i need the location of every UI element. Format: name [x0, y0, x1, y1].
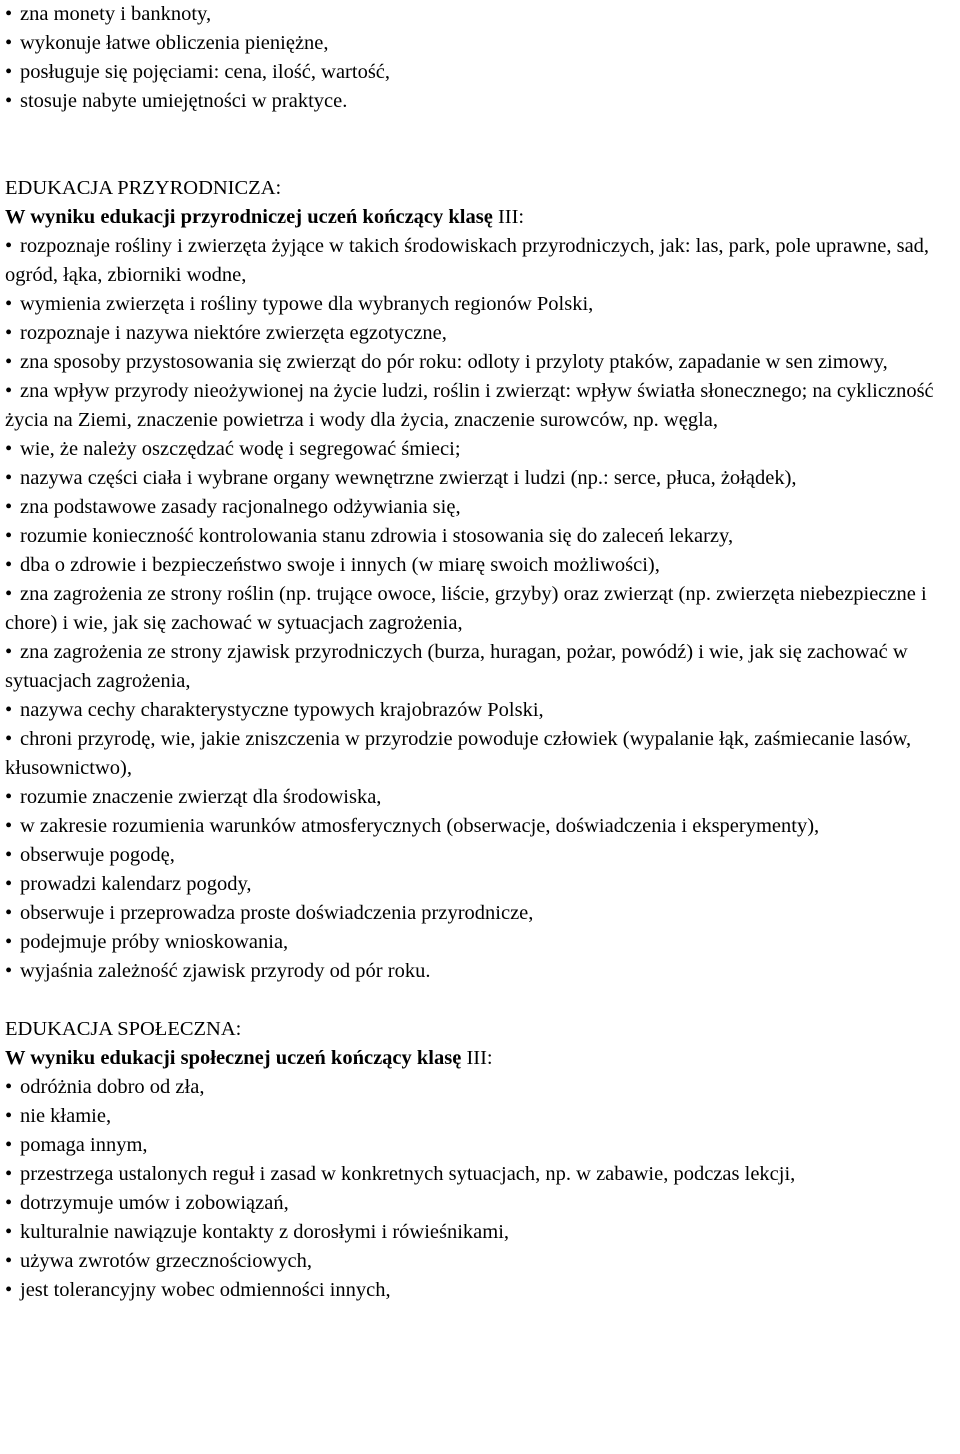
bullet: • — [5, 902, 13, 924]
section-gap — [5, 116, 955, 174]
list-item: • zna zagrożenia ze strony zjawisk przyrodniczych (burza, huragan, pożar, powódź) i wie, jak się zachować w sytuacjach zagrożenia, — [5, 638, 955, 696]
list-item: • wie, że należy oszczędzać wodę i segregować śmieci; — [5, 435, 955, 464]
bullet: • — [5, 90, 13, 112]
list-item: • używa zwrotów grzecznościowych, — [5, 1247, 955, 1276]
list-item: • posługuje się pojęciami: cena, ilość, wartość, — [5, 58, 955, 87]
bullet: • — [5, 1279, 13, 1301]
intro-list — [5, 0, 955, 116]
list-item: • zna wpływ przyrody nieożywionej na życie ludzi, roślin i zwierząt: wpływ światła słonecznego; na cykliczność życia na Ziemi, znaczenie powietrza i wody dla życia, znaczenie surowców, np. węgla, — [5, 377, 955, 435]
section-heading-nature: EDUKACJA PRZYRODNICZA: — [5, 177, 282, 199]
bullet: • — [5, 844, 13, 866]
bullet: • — [5, 61, 13, 83]
list-item: • nazywa części ciała i wybrane organy wewnętrzne zwierząt i ludzi (np.: serce, płuca, żołądek), — [5, 464, 955, 493]
bullet: • — [5, 351, 13, 373]
bullet: • — [5, 3, 13, 25]
section-gap — [5, 986, 955, 1015]
list-item: • zna zagrożenia ze strony roślin (np. trujące owoce, liście, grzyby) oraz zwierząt (np. zwierzęta niebezpieczne i chore) i wie, jak się zachować w sytuacjach zagrożenia, — [5, 580, 955, 638]
list-item: • dba o zdrowie i bezpieczeństwo swoje i innych (w miarę swoich możliwości), — [5, 551, 955, 580]
list-item: • rozumie konieczność kontrolowania stanu zdrowia i stosowania się do zaleceń lekarzy, — [5, 522, 955, 551]
section-subheading-nature: W wyniku edukacji przyrodniczej uczeń kończący klasę III: — [5, 206, 525, 228]
list-item: • rozpoznaje i nazywa niektóre zwierzęta egzotyczne, — [5, 319, 955, 348]
list-item: • obserwuje i przeprowadza proste doświadczenia przyrodnicze, — [5, 899, 955, 928]
bullet: • — [5, 641, 13, 663]
bullet: • — [5, 873, 13, 895]
bullet: • — [5, 1134, 13, 1156]
list-item: • obserwuje pogodę, — [5, 841, 955, 870]
list-item: • chroni przyrodę, wie, jakie zniszczenia w przyrodzie powoduje człowiek (wypalanie łąk, zaśmiecanie lasów, kłusownictwo), — [5, 725, 955, 783]
section-heading-social: EDUKACJA SPOŁECZNA: — [5, 1018, 242, 1040]
bullet: • — [5, 1076, 13, 1098]
bullet: • — [5, 1250, 13, 1272]
list-item: • wyjaśnia zależność zjawisk przyrody od pór roku. — [5, 957, 955, 986]
list-item: • prowadzi kalendarz pogody, — [5, 870, 955, 899]
list-item: • nazywa cechy charakterystyczne typowych krajobrazów Polski, — [5, 696, 955, 725]
bullet: • — [5, 1105, 13, 1127]
list-item: • stosuje nabyte umiejętności w praktyce. — [5, 87, 955, 116]
list-item: • wykonuje łatwe obliczenia pieniężne, — [5, 29, 955, 58]
bullet: • — [5, 322, 13, 344]
bullet: • — [5, 583, 13, 605]
list-item: • zna monety i banknoty, — [5, 0, 955, 29]
list-item: • podejmuje próby wnioskowania, — [5, 928, 955, 957]
bullet: • — [5, 1221, 13, 1243]
list-item: • nie kłamie, — [5, 1102, 955, 1131]
list-item: • odróżnia dobro od zła, — [5, 1073, 955, 1102]
list-item: • wymienia zwierzęta i rośliny typowe dla wybranych regionów Polski, — [5, 290, 955, 319]
list-item: • przestrzega ustalonych reguł i zasad w konkretnych sytuacjach, np. w zabawie, podczas lekcji, — [5, 1160, 955, 1189]
list-item: • dotrzymuje umów i zobowiązań, — [5, 1189, 955, 1218]
list-item: • rozpoznaje rośliny i zwierzęta żyjące w takich środowiskach przyrodniczych, jak: las, park, pole uprawne, sad, ogród, łąka, zbiorniki wodne, — [5, 232, 955, 290]
document-page — [5, 0, 955, 1305]
bullet: • — [5, 728, 13, 750]
bullet: • — [5, 32, 13, 54]
bullet: • — [5, 496, 13, 518]
list-item: • jest tolerancyjny wobec odmienności innych, — [5, 1276, 955, 1305]
list-item: • rozumie znaczenie zwierząt dla środowiska, — [5, 783, 955, 812]
bullet: • — [5, 960, 13, 982]
bullet: • — [5, 293, 13, 315]
bullet: • — [5, 815, 13, 837]
list-item: • zna sposoby przystosowania się zwierząt do pór roku: odloty i przyloty ptaków, zapadanie w sen zimowy, — [5, 348, 955, 377]
list-item: • zna podstawowe zasady racjonalnego odżywiania się, — [5, 493, 955, 522]
social-list — [5, 1073, 955, 1305]
bullet: • — [5, 380, 13, 402]
bullet: • — [5, 1163, 13, 1185]
list-item: • kulturalnie nawiązuje kontakty z dorosłymi i rówieśnikami, — [5, 1218, 955, 1247]
bullet: • — [5, 699, 13, 721]
bullet: • — [5, 438, 13, 460]
bullet: • — [5, 931, 13, 953]
list-item: • w zakresie rozumienia warunków atmosferycznych (obserwacje, doświadczenia i eksperymenty), — [5, 812, 955, 841]
bullet: • — [5, 1192, 13, 1214]
bullet: • — [5, 786, 13, 808]
bullet: • — [5, 235, 13, 257]
bullet: • — [5, 554, 13, 576]
section-subheading-social: W wyniku edukacji społecznej uczeń kończący klasę III: — [5, 1047, 493, 1069]
bullet: • — [5, 525, 13, 547]
list-item: • pomaga innym, — [5, 1131, 955, 1160]
bullet: • — [5, 467, 13, 489]
nature-list — [5, 232, 955, 986]
